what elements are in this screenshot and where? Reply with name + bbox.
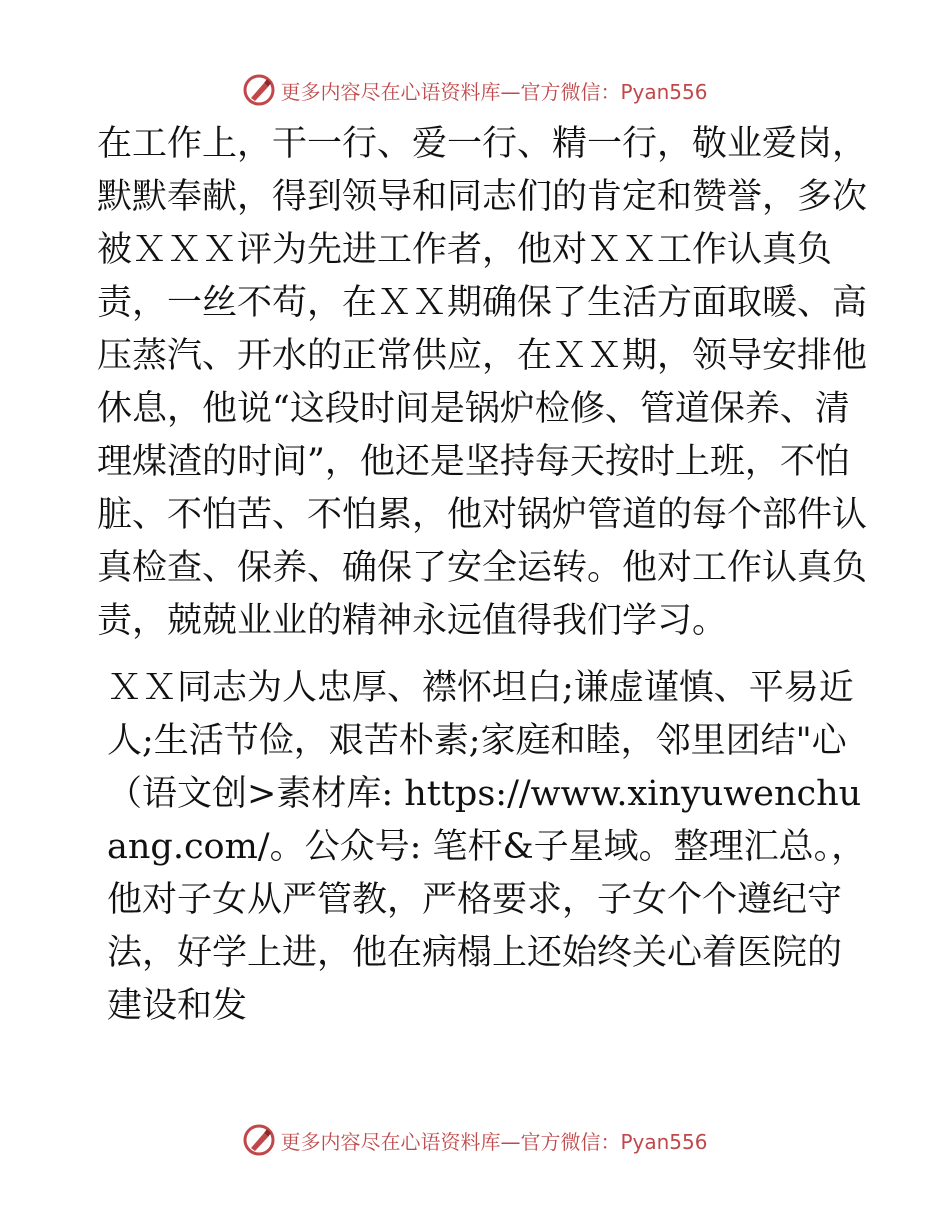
header-watermark-banner [0, 70, 950, 110]
watermark-text: 更多内容尽在心语资料库—官方微信：Pyan556 [280, 1129, 708, 1154]
pen-nib-logo-icon [242, 1123, 276, 1157]
footer-watermark-banner [0, 1120, 950, 1160]
paragraph-1: 在工作上，干一行、爱一行、精一行，敬业爱岗，默默奉献，得到领导和同志们的肯定和赞誉，多次被ＸＸＸ评为先进工作者，他对ＸＸ工作认真负责，一丝不苟，在ＸＸ期确保了生活方面取暖、高压蒸汽、开水的正常供应，在ＸＸ期，领导安排他休息，他说“这段时间是锅炉检修、管道保养、清理煤渣的时间”，他还是坚持每天按时上班，不怕脏、不怕苦、不怕累，他对锅炉管道的每个部件认真检查、保养、确保了安全运转。他对工作认真负责，兢兢业业的精神永远值得我们学习。 [97, 124, 868, 641]
pen-nib-logo-icon [242, 73, 276, 107]
document-body [97, 118, 867, 1033]
watermark-text: 更多内容尽在心语资料库—官方微信：Pyan556 [280, 79, 708, 104]
paragraph-2: ＸＸ同志为人忠厚、襟怀坦白;谦虚谨慎、平易近人;生活节俭，艰苦朴素;家庭和睦，邻里团结"心（语文创>素材库: https://www.xinyuwenchuang.com/。公众号: 笔杆&子星域。整理汇总。，他对子女从严管教，严格要求，子女个个遵纪守法，好学上进，他在病榻上还始终关心着医院的建设和发 [107, 668, 867, 1026]
